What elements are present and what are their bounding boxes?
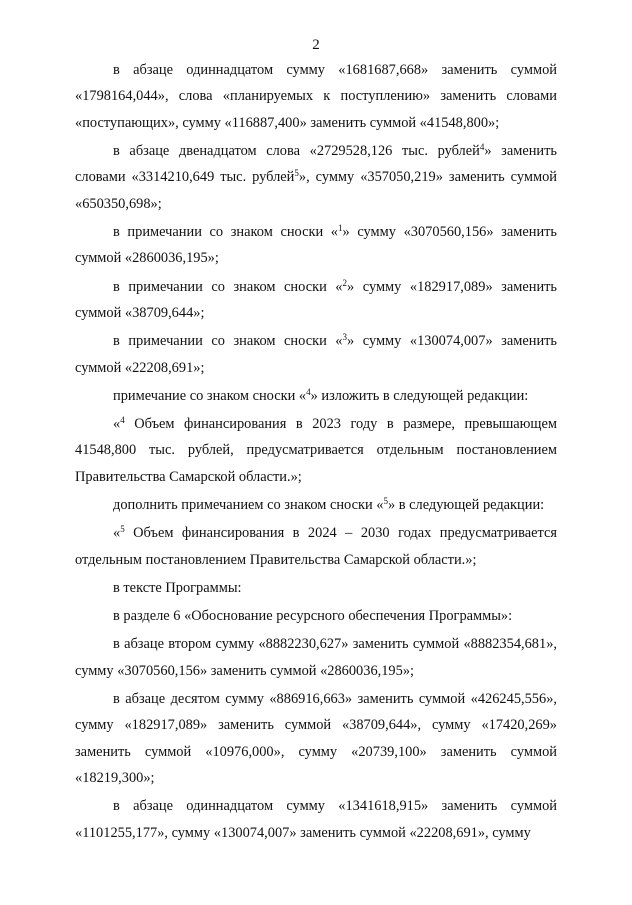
paragraph-5: в примечании со знаком сноски «$^3$» сумму «130074,007» заменить суммой «22208,691»; xyxy=(75,332,557,376)
paragraph-14: в абзаце одиннадцатом сумму «1341618,915» заменить суммой «1101255,177», сумму «130074,007» заменить суммой «22208,691», сумму xyxy=(75,798,557,841)
footnote-mark: 2 xyxy=(342,277,348,288)
paragraph-4: в примечании со знаком сноски «$^2$» сумму «182917,089» заменить суммой «38709,644»; xyxy=(75,277,557,322)
paragraph-1: в абзаце одиннадцатом сумму «1681687,668» заменить суммой «1798164,044», слова «планируемых к поступлению» заменить словами «поступающих», сумму «116887,400» заменить суммой «41548,800»; xyxy=(75,62,557,131)
footnote-mark: 4 xyxy=(120,415,125,426)
page-number: 2 xyxy=(312,37,320,53)
footnote-mark: 5 xyxy=(294,168,299,179)
document-body xyxy=(75,57,557,846)
footnote-mark: 3 xyxy=(342,332,348,343)
paragraph-12: в абзаце втором сумму «8882230,627» заменить суммой «8882354,681», сумму «3070560,156» заменить суммой «2860036,195»; xyxy=(75,636,557,679)
footnote-mark: 5 xyxy=(383,496,388,507)
paragraph-8: дополнить примечанием со знаком сноски «$^5$» в следующей редакции: xyxy=(113,496,545,514)
paragraph-9: «$^5$ Объем финансирования в 2024 – 2030 годах предусматривается отдельным постановлением Правительства Самарской области.»; xyxy=(75,524,557,568)
footnote-mark: 5 xyxy=(120,524,125,535)
paragraph-11: в разделе 6 «Обоснование ресурсного обеспечения Программы»: xyxy=(113,608,513,625)
paragraph-10: в тексте Программы: xyxy=(113,579,242,596)
paragraph-6: примечание со знаком сноски «$^4$» изложить в следующей редакции: xyxy=(113,386,529,404)
footnote-mark: 1 xyxy=(338,223,343,234)
paragraph-3: в примечании со знаком сноски «$^1$» сумму «3070560,156» заменить суммой «2860036,195»; xyxy=(75,223,557,267)
footnote-mark: 4 xyxy=(306,386,311,397)
paragraph-13: в абзаце десятом сумму «886916,663» заменить суммой «426245,556», сумму «182917,089» заменить суммой «38709,644», сумму «17420,269» заменить суммой «10976,000», сумму «20739,100» заменить суммой «18219,300»; xyxy=(75,690,557,787)
paragraph-7: «$^4$ Объем финансирования в 2023 году в размере, превышающем 41548,800 тыс. рублей, предусматривается отдельным постановлением Правительства Самарской области.»; xyxy=(75,415,557,485)
paragraph-2: в абзаце двенадцатом слова «2729528,126 тыс. рублей$^4$» заменить словами «3314210,649 тыс. рублей$^5$», сумму «357050,219» заменить суммой «650350,698»; xyxy=(75,142,557,212)
footnote-mark: 4 xyxy=(479,142,485,153)
